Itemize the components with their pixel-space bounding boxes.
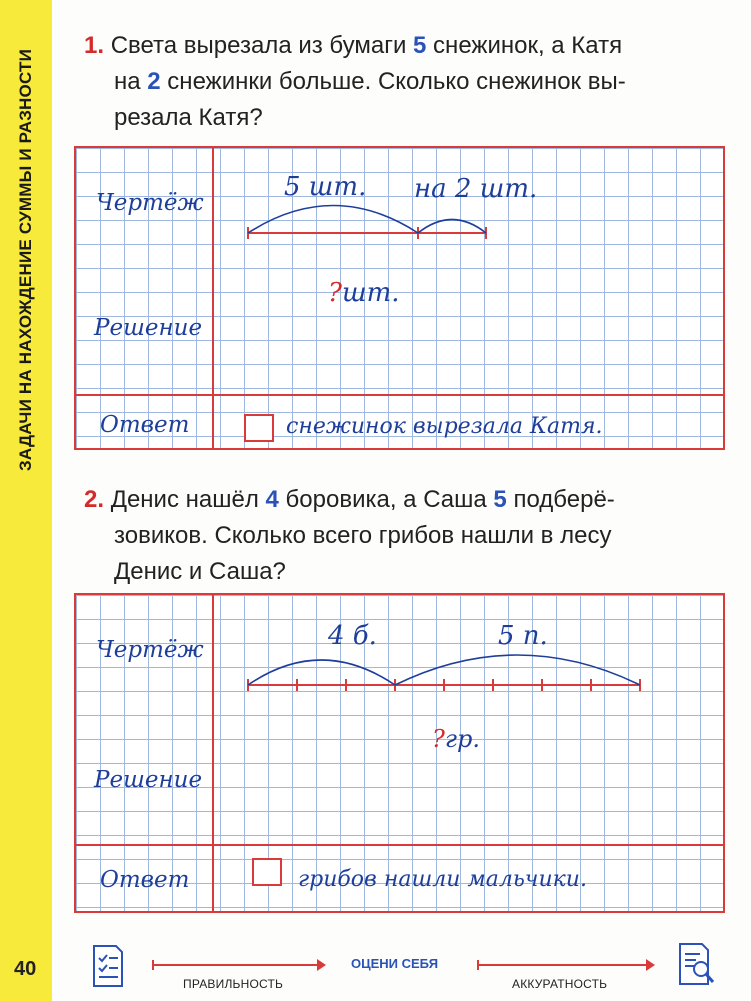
problem-2-number: 2. <box>84 486 105 513</box>
answer-label: Ответ <box>100 412 190 438</box>
text-run: Денис и Саша? <box>114 558 286 585</box>
text-run: Денис нашёл <box>110 486 266 513</box>
solution-label: Решение <box>94 767 203 793</box>
correctness-label: ПРАВИЛЬНОСТЬ <box>183 977 284 991</box>
text-run: на <box>114 68 148 95</box>
problem-1-line-1 <box>84 28 724 64</box>
text-run: подберё- <box>506 486 615 513</box>
drawing-label: Чертёж <box>96 190 204 216</box>
answer-input-box[interactable] <box>252 858 282 886</box>
segment-1-label: 5 шт. <box>284 172 367 202</box>
problem-2-line-1 <box>84 482 724 518</box>
question-label <box>328 278 400 308</box>
problem-1-work-box <box>74 146 725 450</box>
text-run: снежинок, а Катя <box>426 32 623 59</box>
answer-text: грибов нашли мальчики. <box>298 867 587 892</box>
page-number: 40 <box>14 958 37 980</box>
problem-2-work-box <box>74 593 725 913</box>
highlight-number: 5 <box>493 486 507 513</box>
problem-2-line-2 <box>84 518 724 554</box>
question-mark: ? <box>432 725 445 753</box>
question-label <box>432 725 480 753</box>
text-run: зовиков. Сколько всего грибов нашли в лесу <box>114 522 612 549</box>
problem-1-line-2 <box>84 64 724 100</box>
self-assessment-title: ОЦЕНИ СЕБЯ <box>351 956 439 971</box>
answer-input-box[interactable] <box>244 414 274 442</box>
sidebar-title <box>8 25 44 495</box>
solution-label: Решение <box>94 315 203 341</box>
answer-label: Ответ <box>100 867 190 893</box>
question-unit: гр. <box>444 725 480 753</box>
sidebar-title-text: ЗАДАЧИ НА НАХОЖДЕНИЕ СУММЫ И РАЗНОСТИ <box>16 48 35 472</box>
question-mark: ? <box>328 278 342 308</box>
correctness-scale-arrow <box>152 964 318 966</box>
question-unit: шт. <box>341 278 400 308</box>
highlight-number: 2 <box>147 68 161 95</box>
highlight-number: 5 <box>413 32 427 59</box>
neatness-scale-arrow <box>477 964 647 966</box>
text-run: резала Катя? <box>114 104 263 131</box>
neatness-label: АККУРАТНОСТЬ <box>512 977 608 991</box>
segment-1-label: 4 б. <box>328 621 377 651</box>
document-magnifier-icon <box>676 942 716 988</box>
segment-2-label: на 2 шт. <box>414 174 538 204</box>
text-run: снежинки больше. Сколько снежинок вы- <box>160 68 626 95</box>
drawing-label: Чертёж <box>96 637 204 663</box>
problem-1-line-3 <box>84 100 724 136</box>
checklist-icon <box>90 944 126 988</box>
text-run: Света вырезала из бумаги <box>110 32 414 59</box>
problem-1-segment-diagram <box>76 148 727 452</box>
text-run: боровика, а Саша <box>278 486 494 513</box>
problem-1-number: 1. <box>84 32 105 59</box>
problem-2-line-3 <box>84 554 724 590</box>
answer-text: снежинок вырезала Катя. <box>286 414 603 439</box>
problem-1-text <box>84 28 724 136</box>
segment-2-label: 5 п. <box>498 621 548 651</box>
problem-2-text <box>84 482 724 590</box>
highlight-number: 4 <box>265 486 279 513</box>
